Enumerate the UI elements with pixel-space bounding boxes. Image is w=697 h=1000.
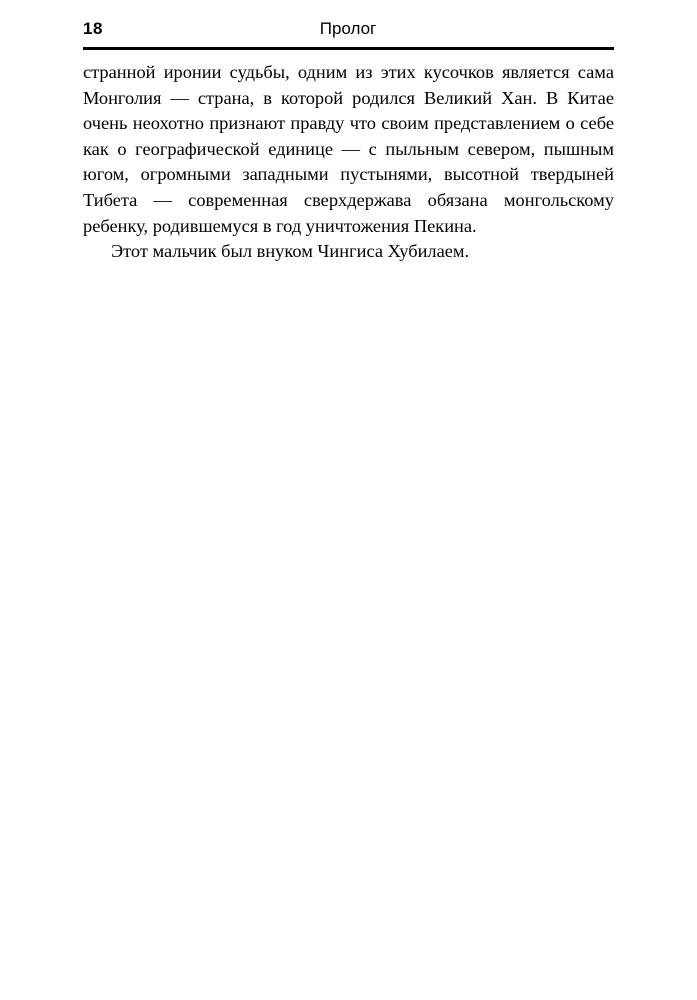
page-body xyxy=(83,60,614,265)
paragraph: странной иронии судьбы, одним из этих кусочков является сама Монголия — страна, в которой родился Великий Хан. В Китае очень неохотно признают правду что своим представлением о себе как о географической единице — с пыльным севером, пышным югом, огромными западными пустынями, высотной твердыней Тибета — современная сверхдержава обязана монгольскому ребенку, родившемуся в год уничтожения Пекина. xyxy=(83,62,614,236)
page-number: 18 xyxy=(83,19,103,38)
paragraph: Этот мальчик был внуком Чингиса Хубилаем. xyxy=(111,241,470,262)
running-title: Пролог xyxy=(319,19,377,38)
page-header xyxy=(83,18,613,44)
header-rule xyxy=(83,47,614,50)
